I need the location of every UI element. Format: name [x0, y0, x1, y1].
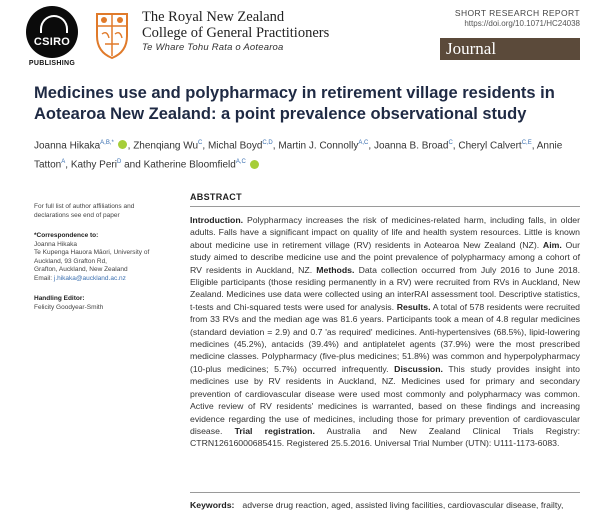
email-line — [34, 275, 169, 284]
author-name[interactable]: Cheryl Calvert — [458, 140, 522, 152]
discussion-text: This study provides insight into medicines use by RV residents in Auckland, NZ. Medicines used for primary and secondary prevention of cardiovascular disease were used most commonly and polypharmacy was common. Active review of RV residents' medicines is warranted, based on these findings and increasing evidence regarding the use of medicines, including those for primary prevention of cardiovascular disease. — [190, 363, 580, 436]
discussion-label: Discussion. — [394, 363, 443, 374]
trial-label: Trial registration. — [234, 425, 315, 436]
correspondence-line: Te Kupenga Hauora Māori, University of Auckland, 93 Grafton Rd, — [34, 249, 150, 265]
author-name[interactable]: Katherine Bloomfield — [143, 159, 236, 171]
author-name[interactable]: Martin J. Connolly — [278, 140, 359, 152]
aim-label: Aim. — [542, 239, 562, 250]
article-type: SHORT RESEARCH REPORT — [454, 8, 580, 18]
email-link[interactable]: j.hikaka@auckland.ac.nz — [53, 274, 126, 282]
keywords-text: adverse drug reaction, aged, assisted living facilities, cardiovascular disease, frailty, — [242, 500, 564, 510]
author-name[interactable]: Annie Tatton — [34, 140, 563, 171]
orcid-icon[interactable] — [250, 160, 259, 169]
sidebar-notes — [34, 203, 169, 324]
publisher-subtitle: PUBLISHING — [28, 60, 76, 67]
college-crest-icon — [93, 10, 131, 60]
author-affiliation: A,C — [358, 140, 369, 146]
author-affiliation: C — [198, 140, 203, 146]
editor-name: Felicity Goodyear-Smith — [34, 303, 104, 311]
author-affiliation: D — [116, 159, 122, 166]
author-affiliation: C,D — [262, 140, 273, 146]
college-name-line2: College of General Practitioners — [142, 25, 330, 41]
methods-text: Data collection occurred from July 2016 to June 2018. Eligible participants (those residing permanently in a RV) were recruited from RVs in Auckland, New Zealand. Medicines use data were collected using an interRAI assessment tool. Descriptive statistics, t-tests and Chi-squared tests were used for analysis. — [190, 264, 580, 312]
aim-text: Our study aimed to describe medicine use and the point prevalence of polypharmacy among a cohort of RV residents in Auckland, NZ. — [190, 239, 580, 275]
doi-link[interactable]: https://doi.org/10.1071/HC24038 — [464, 19, 580, 28]
author-affiliation: A,B,* — [100, 140, 114, 146]
journal-badge-title: Journal — [446, 39, 497, 58]
intro-text: Polypharmacy increases the risk of medicines-related harm, including falls, in older adults. Falls have a significant impact on quality of life and health system resources. Little is known about medicine use in retirement village (RV) residents in Aotearoa New Zealand (NZ). — [190, 215, 581, 250]
methods-label: Methods. — [316, 264, 355, 275]
abstract-divider — [190, 206, 580, 207]
csiro-swoosh-icon — [40, 15, 68, 33]
correspondence-block — [34, 232, 169, 283]
results-label: Results. — [396, 301, 431, 312]
keywords-divider — [190, 492, 580, 493]
editor-label: Handling Editor: — [34, 295, 85, 302]
intro-label: Introduction. — [190, 215, 244, 225]
author-name[interactable]: Michal Boyd — [207, 140, 263, 152]
keywords-label: Keywords: — [190, 500, 235, 510]
college-name-line1: The Royal New Zealand — [142, 9, 285, 25]
correspondence-line: Grafton, Auckland, New Zealand — [34, 266, 128, 273]
journal-badge — [440, 38, 580, 60]
author-name[interactable]: Joanna B. Broad — [373, 140, 449, 152]
author-affiliation: C — [448, 140, 453, 146]
abstract-body — [190, 214, 580, 450]
author-affiliation: A,C — [235, 159, 246, 166]
editor-block — [34, 295, 169, 312]
orcid-icon[interactable] — [118, 140, 127, 149]
college-maori-name: Te Whare Tohu Rata o Aotearoa — [142, 42, 284, 53]
author-affiliation: A — [61, 159, 66, 166]
abstract-heading: ABSTRACT — [190, 192, 242, 202]
author-name[interactable]: Kathy Peri — [70, 159, 117, 171]
author-affiliation: C,E — [521, 140, 532, 146]
email-label: Email: — [34, 274, 53, 282]
college-name — [142, 9, 329, 41]
csiro-wordmark: CSIRO — [33, 36, 71, 48]
author-name[interactable]: Zhenqiang Wu — [133, 140, 199, 152]
correspondence-line: Joanna Hikaka — [34, 240, 77, 248]
results-text: A total of 578 residents were recruited from 33 RVs and the median age was 81.6 years. Participants took a mean of 4.8 regular medicines (standard deviation = 2.9) and 0.7 'as required' medicines. Anti-hypertensives (68.5%), lipid-lowering medicines (45.2%), antacids (39.4%) and antiplatelet agents (37.9%) were the most prescribed medicine classes. Polypharmacy (five-plus medicines; 51.8%) was common and hyperpolypharmacy (10-plus medicines; 5.7%) occurred infrequently. — [190, 301, 581, 374]
author-list: Joanna Hikaka$^{A,B,*}$ , Zhenqiang $Wu^C$, Michal Boyd$^{C,D}$, Martin J. Connolly$^{A,C}$, Joanna B. Broad$^C$, Cheryl Calvert$^{C,E}$, Annie Tatton$^A$, Kathy Peri$^D$ and Katherine Bloomfield$^{A,C}$ — [34, 140, 563, 171]
correspondence-label: *Correspondence to: — [34, 232, 99, 239]
keywords-line — [190, 499, 590, 511]
trial-text: Australia and New Zealand Clinical Trials Registry: CTRN12616000685415. Registered 25.5.2016. Universal Trial Number (UTN): U111-1173-6083. — [190, 425, 580, 449]
author-joiner: and — [124, 159, 141, 171]
article-title: Medicines use and polypharmacy in retirement village residents in Aotearoa New Zealand: a point prevalence observational study — [34, 84, 555, 123]
author-name[interactable]: Joanna Hikaka — [34, 140, 101, 152]
affiliations-note: For full list of author affiliations and declarations see end of paper — [34, 203, 135, 219]
csiro-logo — [26, 6, 78, 58]
